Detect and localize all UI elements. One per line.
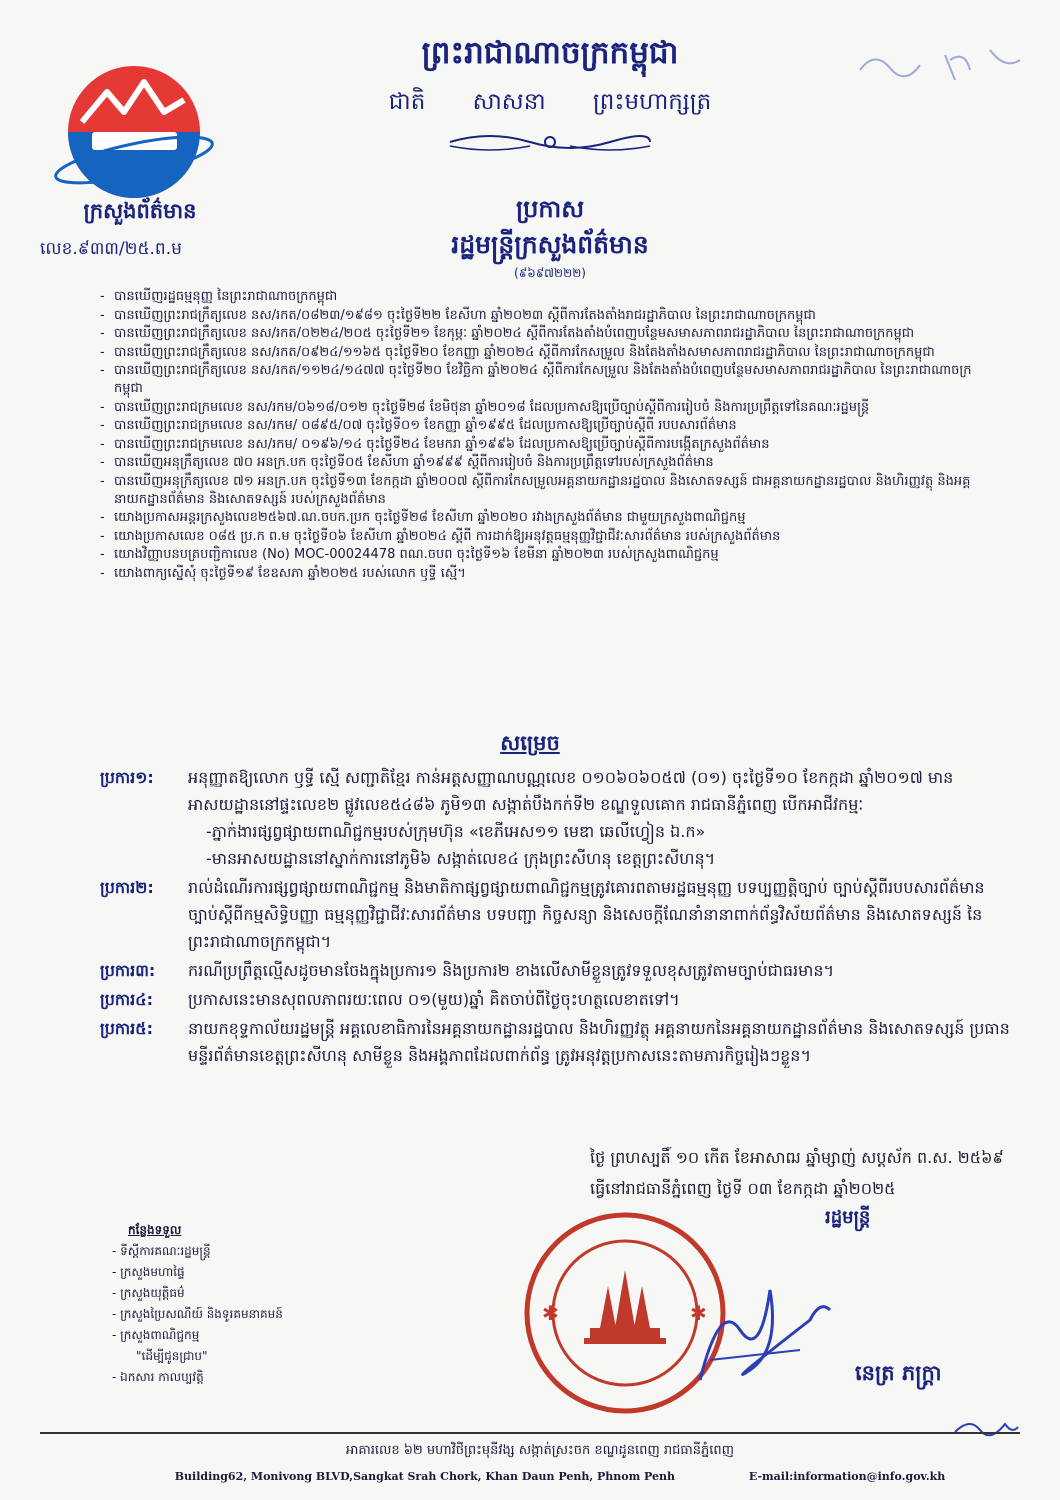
preamble-item: - បានឃើញព្រះរាជក្រឹត្យលេខ នស/រកត/១១២៤/១៤៧៧ ចុះថ្ងៃទី២០ ខែវិច្ឆិកា ឆ្នាំ២០២៤ ស្តីពីការកែសម្រួល និងតែងតាំងបំពេញបន្ថែមសមាសភាពរាជរដ្ឋាភិបាល នៃព្រះរាជាណាចក្រកម្ពុជា bbox=[100, 362, 1000, 397]
recipient-item: - ទីស្តីការគណៈរដ្ឋមន្ត្រី bbox=[112, 1244, 211, 1258]
article-label: ប្រការ៤: bbox=[100, 990, 153, 1009]
preamble-item: - បានឃើញព្រះរាជក្រឹត្យលេខ នស/រកត/០៨២៣/១៩៨១ ចុះថ្ងៃទី២២ ខែសីហា ឆ្នាំ២០២៣ ស្តីពីការតែងតាំងរាជរដ្ឋាភិបាល នៃព្រះរាជាណាចក្រកម្ពុជា bbox=[100, 307, 1000, 325]
preamble-item: - យោងពាក្យស្នើសុំ ចុះថ្ងៃទី១៩ ខែឧសភា ឆ្នាំ២០២៥ របស់លោក ឫទ្ធី ស្មើ។ bbox=[100, 565, 1000, 583]
preamble-item: - បានឃើញអនុក្រឹត្យលេខ ៧១ អនក្រ.បក ចុះថ្ងៃទី១៣ ខែកក្កដា ឆ្នាំ២០០៧ ស្តីពីការកែសម្រួលអគ្គនាយកដ្ឋានរដ្ឋបាល និងសោតទស្សន៍ ជាអគ្គនាយកដ្ឋានរដ្ឋបាល និងហិរញ្ញវត្ថុ និងអគ្គនាយកដ្ឋានព័ត៌មាន និងសោតទស្សន៍ របស់ក្រសួងព័ត៌មាន bbox=[100, 473, 1000, 508]
issuer-title: រដ្ឋមន្ត្រីក្រសួងព័ត៌មាន bbox=[451, 230, 649, 259]
preamble-item: - បានឃើញព្រះរាជក្រមលេខ នស/រកម/០៦១៨/០១២ ចុះថ្ងៃទី២៨ ខែមិថុនា ឆ្នាំ២០១៨ ដែលប្រកាសឱ្យប្រើច្បាប់ស្តីពីការរៀបចំ និងការប្រព្រឹត្តទៅនៃគណៈរដ្ឋមន្ត្រី bbox=[100, 399, 1000, 417]
preamble-list bbox=[100, 288, 1000, 584]
signatory-name: នេត្រ ភក្ត្រា bbox=[855, 1361, 942, 1385]
preamble-item: - បានឃើញព្រះរាជក្រឹត្យលេខ នស/រកត/០៩២៤/១១៦៥ ចុះថ្ងៃទី២០ ខែកញ្ញា ឆ្នាំ២០២៤ ស្តីពីការកែសម្រួល និងតែងតាំងសមាសភាពរាជរដ្ឋាភិបាល នៃព្រះរាជាណាចក្រកម្ពុជា bbox=[100, 344, 1000, 362]
article-label: ប្រការ៣: bbox=[100, 961, 156, 980]
lunar-date: ថ្ងៃ ព្រហស្បតិ៍ ១០ កើត ខែអាសាឍ ឆ្នាំម្សាញ់ សប្តស័ក ព.ស. ២៥៦៩ bbox=[590, 1148, 1004, 1167]
decision-title: សម្រេច bbox=[500, 731, 560, 755]
ministry-name: ក្រសួងព័ត៌មាន bbox=[83, 199, 197, 223]
preamble-item: - យោងវិញ្ញាបនបត្របញ្ជិកាលេខ (No) MOC-00024478 ពណ.ចបព ចុះថ្ងៃទី១៦ ខែមីនា ឆ្នាំ២០២៣ របស់ក្រសួងពាណិជ្ជកម្ម bbox=[100, 546, 1000, 564]
article-text: នាយកខុទ្ទកាល័យរដ្ឋមន្ត្រី អគ្គលេខាធិការនៃអគ្គនាយកដ្ឋានរដ្ឋបាល និងហិរញ្ញវត្ថុ អគ្គនាយកនៃអគ្គនាយកដ្ឋានព័ត៌មាន និងសោតទស្សន៍ ប្រធានមន្ទីរព័ត៌មានខេត្តព្រះសីហនុ សាមីខ្លួន និងអង្គភាពដែលពាក់ព័ន្ធ ត្រូវអនុវត្តប្រកាសនេះតាមភារកិច្ចរៀងៗខ្លួន។ bbox=[188, 1019, 1010, 1065]
article-label: ប្រការ៥: bbox=[100, 1019, 153, 1038]
article-text: ករណីប្រព្រឹត្តល្មើសដូចមានចែងក្នុងប្រការ១ និងប្រការ២ ខាងលើសាមីខ្លួនត្រូវទទួលខុសត្រូវតាមច្បាប់ជាធរមាន។ bbox=[188, 961, 835, 980]
ornament-divider bbox=[430, 128, 670, 156]
reference-number: លេខ.៩៣៣/២៥.ព.ម bbox=[40, 239, 182, 259]
preamble-item: - យោងប្រកាសលេខ ០៨៥ ប្រ.ក ព.ម ចុះថ្ងៃទី០៦ ខែសីហា ឆ្នាំ២០២៤ ស្តីពី ការដាក់ឱ្យអនុវត្តធម្មនុញ្ញវិជ្ជាជីវៈសារព័ត៌មាន របស់ក្រសួងព័ត៌មាន bbox=[100, 528, 1000, 546]
preamble-item: - បានឃើញរដ្ឋធម្មនុញ្ញ នៃព្រះរាជាណាចក្រកម្ពុជា bbox=[100, 288, 1000, 306]
article-label: ប្រការ២: bbox=[100, 878, 154, 897]
article-text: ប្រកាសនេះមានសុពលភាពរយៈពេល ០១(មួយ)ឆ្នាំ គិតចាប់ពីថ្ងៃចុះហត្ថលេខាតទៅ។ bbox=[188, 990, 680, 1009]
svg-text:✱: ✱ bbox=[690, 1301, 707, 1325]
preamble-item: - បានឃើញព្រះរាជក្រមលេខ នស/រកម/ ០៨៩៥/០៧ ចុះថ្ងៃទី០១ ខែកញ្ញា ឆ្នាំ១៩៩៥ ដែលប្រកាសឱ្យប្រើច្បាប់ស្តីពី របបសារព័ត៌មាន bbox=[100, 417, 1000, 435]
recipients-heading: កន្លែងទទួល bbox=[128, 1223, 182, 1237]
solar-date: ធ្វើនៅរាជធានីភ្នំពេញ ថ្ងៃទី ០៣ ខែកក្កដា ឆ្នាំ២០២៥ bbox=[590, 1179, 896, 1198]
footer-address-en bbox=[160, 1470, 960, 1483]
recipient-item: - ក្រសួងពាណិជ្ជកម្ម bbox=[112, 1328, 200, 1342]
article-subitem: -មានអាសយដ្ឋាននៅស្នាក់ការនៅភូមិ៦ សង្កាត់លេខ៤ ក្រុងព្រះសីហនុ ខេត្តព្រះសីហនុ។ bbox=[206, 849, 716, 868]
signatory-title: រដ្ឋមន្ត្រី bbox=[825, 1207, 871, 1228]
article-subitem: -ភ្នាក់ងារផ្សព្វផ្សាយពាណិជ្ជកម្មរបស់ក្រុមហ៊ុន «ខេភីអេស១១ មេឌា ឆេលីហ្វៀន ឯ.ក» bbox=[206, 822, 706, 841]
preamble-item: - បានឃើញព្រះរាជក្រឹត្យលេខ នស/រកត/០២២៤/២០៥ ចុះថ្ងៃទី២១ ខែកុម្ភៈ ឆ្នាំ២០២៤ ស្តីពីការតែងតាំងបំពេញបន្ថែមសមាសភាពរាជរដ្ឋាភិបាល នៃព្រះរាជាណាចក្រកម្ពុជា bbox=[100, 325, 1000, 343]
articles-list bbox=[100, 764, 1010, 1071]
footer-email: E-mail:information@info.gov.kh bbox=[748, 1470, 946, 1483]
footer-address: Building62, Monivong BLVD,Sangkat Srah Chork, Khan Daun Penh, Phnom Penh bbox=[174, 1470, 676, 1483]
preamble-item: - យោងប្រកាសអន្តរក្រសួងលេខ២៥៦៧.ណ.ចបក.ប្រក ចុះថ្ងៃទី២៨ ខែសីហា ឆ្នាំ២០២០ រវាងក្រសួងព័ត៌មាន ជាមួយក្រសួងពាណិជ្ជកម្ម bbox=[100, 509, 1000, 527]
article-label: ប្រការ១: bbox=[100, 768, 154, 787]
document-type: ប្រកាស bbox=[515, 195, 585, 223]
article-2 bbox=[100, 874, 1010, 955]
recipient-item: - ឯកសារ កាលប្បវត្តិ bbox=[112, 1370, 204, 1384]
recipient-item: - ក្រសួងមហាផ្ទៃ bbox=[112, 1265, 185, 1279]
footer-divider bbox=[40, 1432, 1020, 1434]
footer-address-km: អាគារលេខ ៦២ មហាវិថីព្រះមុនីវង្ស សង្កាត់ស្រះចក ខណ្ឌដូនពេញ រាជធានីភ្នំពេញ bbox=[345, 1443, 735, 1458]
kingdom-title: ព្រះរាជាណាចក្រកម្ពុជា bbox=[421, 35, 679, 71]
article-text: រាល់ដំណើរការផ្សព្វផ្សាយពាណិជ្ជកម្ម និងមាតិកាផ្សព្វផ្សាយពាណិជ្ជកម្មត្រូវគោរពតាមរដ្ឋធម្មនុញ្ញ បទប្បញ្ញត្តិច្បាប់ ច្បាប់ស្តីពីរបបសារព័ត៌មាន ច្បាប់ស្តីពីកម្មសិទ្ធិបញ្ញា ធម្មនុញ្ញវិជ្ជាជីវៈសារព័ត៌មាន បទបញ្ជា កិច្ចសន្យា និងសេចក្តីណែនាំនានាពាក់ព័ន្ធវិស័យព័ត៌មាន និងសោតទស្សន៍ នៃព្រះរាជាណាចក្រកម្ពុជា។ bbox=[188, 878, 985, 951]
article-5 bbox=[100, 1015, 1010, 1069]
preamble-item: - បានឃើញព្រះរាជក្រមលេខ នស/រកម/ ០១៩៦/១៤ ចុះថ្ងៃទី២៤ ខែមករា ឆ្នាំ១៩៩៦ ដែលប្រកាសឱ្យប្រើច្បាប់ស្តីពីការបង្កើតក្រសួងព័ត៌មាន bbox=[100, 436, 1000, 454]
recipient-item: - ក្រសួងប្រៃសណីយ៍ និងទូរគមនាគមន៍ bbox=[112, 1307, 283, 1321]
recipient-note: "ដើម្បីជូនជ្រាប" bbox=[136, 1349, 208, 1363]
recipients-list bbox=[112, 1220, 283, 1388]
ministry-logo bbox=[52, 60, 217, 205]
article-3 bbox=[100, 957, 1010, 984]
recipient-item: - ក្រសួងយុត្តិធម៌ bbox=[112, 1286, 185, 1300]
issuer-code: (៩៦៩៧២២២) bbox=[514, 266, 586, 280]
initials-mark bbox=[950, 1412, 1020, 1442]
national-motto: ជាតិ សាសនា ព្រះមហាក្សត្រ bbox=[388, 89, 712, 115]
svg-text:✱: ✱ bbox=[542, 1301, 559, 1325]
handwritten-signature bbox=[680, 1260, 840, 1400]
article-1 bbox=[100, 764, 1010, 872]
article-text: អនុញ្ញាតឱ្យលោក ឫទ្ធី ស្មើ សញ្ជាតិខ្មែរ កាន់អត្តសញ្ញាណបណ្ណលេខ ០១០៦០៦០៥៧ (០១) ចុះថ្ងៃទី១០ ខែកក្កដា ឆ្នាំ២០១៧ មានអាសយដ្ឋាននៅផ្ទះលេខ២ ផ្លូវលេខ៥៤៨៦ ភូមិ១៣ សង្កាត់បឹងកក់ទី២ ខណ្ឌទួលគោក រាជធានីភ្នំពេញ បើកអាជីវកម្មៈ bbox=[188, 768, 954, 814]
handwritten-mark bbox=[855, 40, 1025, 90]
article-4 bbox=[100, 986, 1010, 1013]
preamble-item: - បានឃើញអនុក្រឹត្យលេខ ៧០ អនក្រ.បក ចុះថ្ងៃទី០៥ ខែសីហា ឆ្នាំ១៩៩៩ ស្តីពីការរៀបចំ និងការប្រព្រឹត្តទៅរបស់ក្រសួងព័ត៌មាន bbox=[100, 454, 1000, 472]
